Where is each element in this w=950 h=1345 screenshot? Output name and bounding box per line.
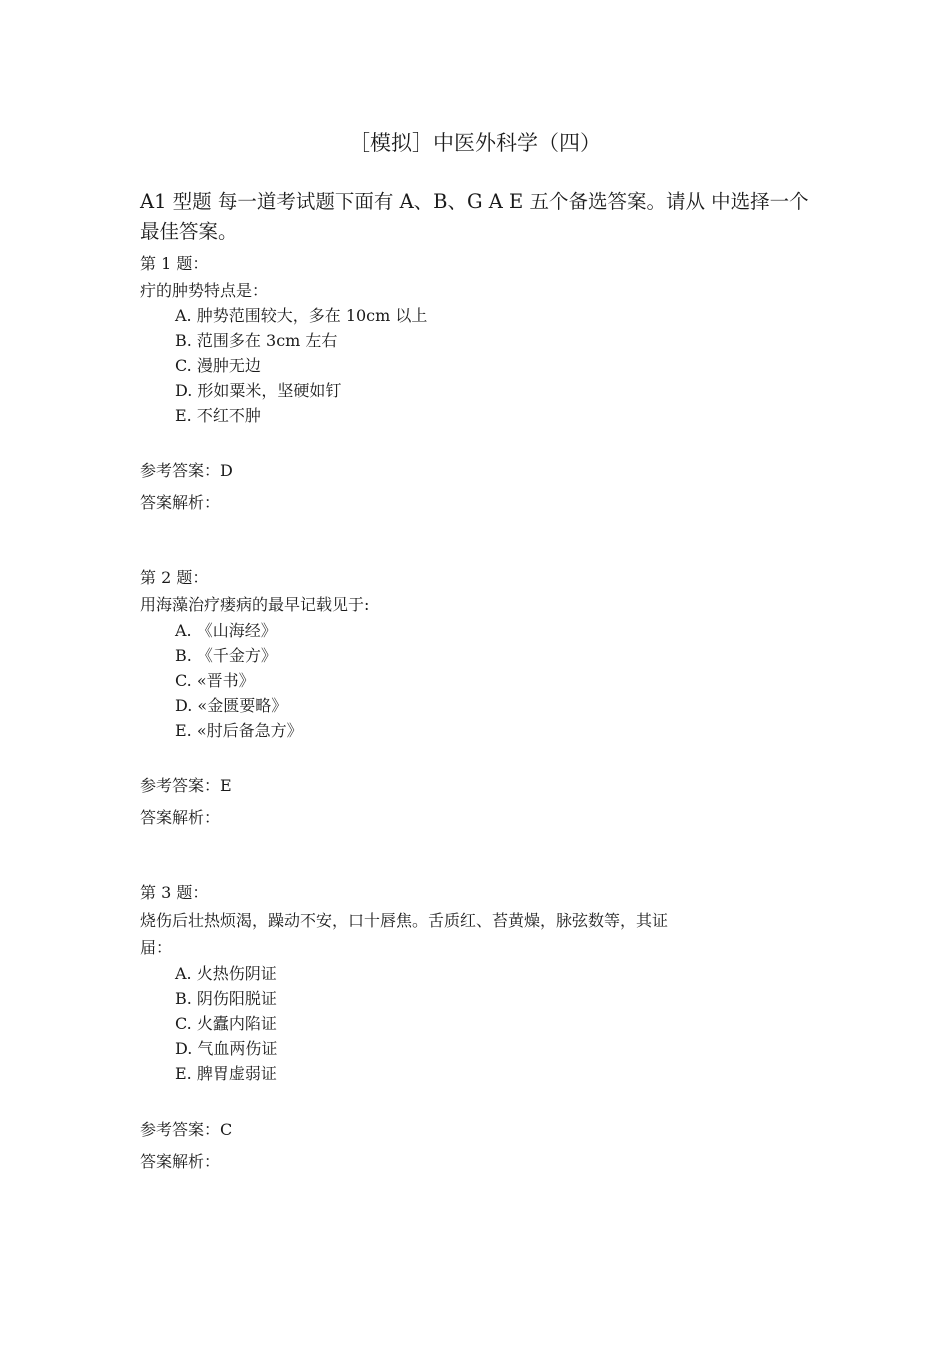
question-3-analysis: 答案解析： <box>140 1152 221 1171</box>
question-1-number: 第 1 题： <box>140 254 209 273</box>
question-2-option-a: A. 《山海经》 <box>175 621 277 640</box>
question-3-option-c: C. 火蠹内陷证 <box>175 1014 277 1033</box>
question-2-option-b: B. 《千金方》 <box>175 646 277 665</box>
question-3-option-e: E. 脾胃虚弱证 <box>175 1064 277 1083</box>
question-2-number: 第 2 题： <box>140 568 209 587</box>
question-1-answer: 参考答案：D <box>140 461 233 480</box>
question-1-option-a: A. 肿势范围较大，多在 10cm 以上 <box>175 306 428 325</box>
question-3-option-b: B. 阴伤阳脱证 <box>175 989 277 1008</box>
question-1-analysis: 答案解析： <box>140 493 221 512</box>
section-instruction: A1 型题 每一道考试题下面有 A、B、G A E 五个备选答案。请从 中选择一个最佳答案。 <box>140 190 809 243</box>
question-2-option-c: C. «晋书》 <box>175 671 255 690</box>
question-3-option-d: D. 气血两伤证 <box>175 1039 278 1058</box>
question-3-number: 第 3 题： <box>140 883 209 902</box>
question-3-answer: 参考答案：C <box>140 1120 233 1139</box>
question-3-stem: 烧伤后壮热烦渴，躁动不安，口十唇焦。舌质红、苔黄燥，脉弦数等，其证 <box>140 911 669 930</box>
question-1-stem: 疔的肿势特点是： <box>140 281 269 300</box>
question-2-option-e: E. «肘后备急方》 <box>175 721 303 740</box>
question-2-analysis: 答案解析： <box>140 808 221 827</box>
question-2-option-d: D. «金匮要略》 <box>175 696 288 715</box>
question-1-option-b: B. 范围多在 3cm 左右 <box>175 331 338 350</box>
question-2-stem: 用海藻治疗瘘病的最早记载见于: <box>140 595 370 614</box>
question-1-option-c: C. 漫肿无边 <box>175 356 261 375</box>
question-2-answer: 参考答案：E <box>140 776 232 795</box>
page-title: ［模拟］中医外科学（四） <box>349 131 601 155</box>
question-1-option-e: E. 不红不肿 <box>175 406 261 425</box>
question-1-option-d: D. 形如粟米，坚硬如钉 <box>175 381 342 400</box>
question-3-option-a: A. 火热伤阴证 <box>175 964 277 983</box>
question-3-stem-continued: 届： <box>140 938 173 957</box>
